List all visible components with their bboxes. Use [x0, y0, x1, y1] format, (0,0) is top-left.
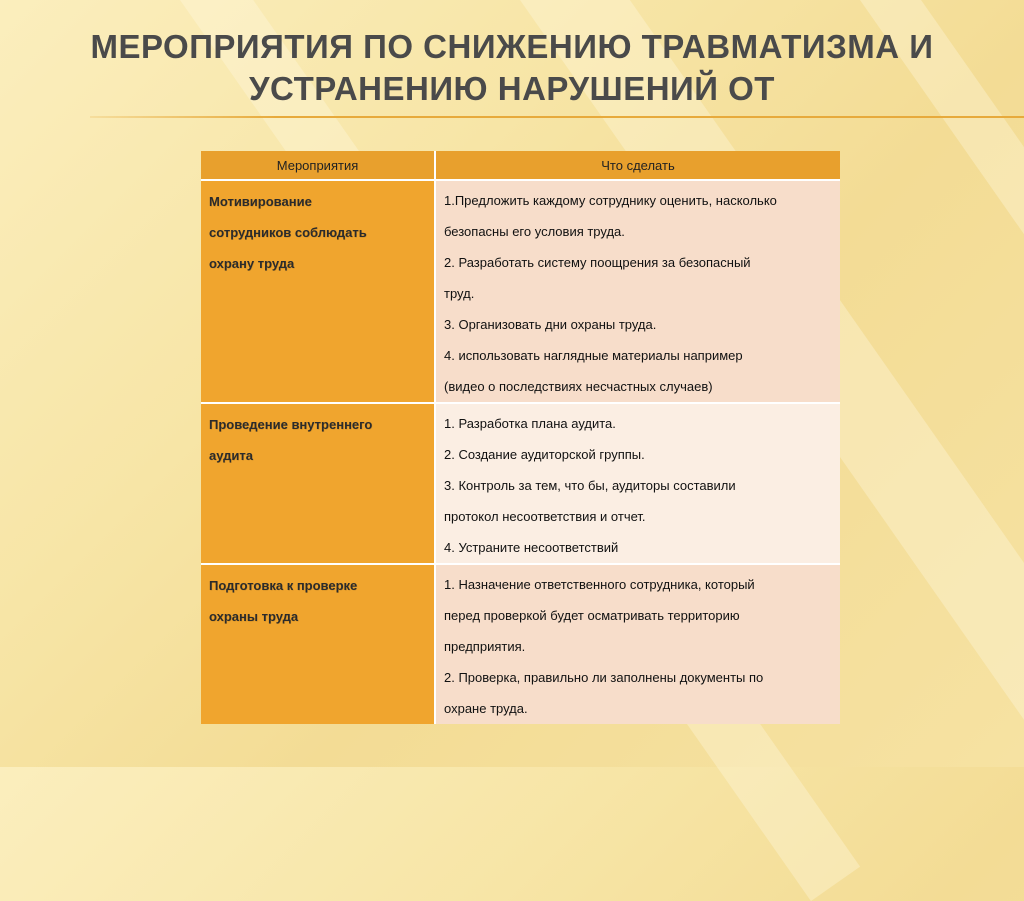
measure-text: Подготовка к проверке	[209, 578, 358, 593]
table-header-row	[201, 151, 840, 180]
slide-title-line-1: МЕРОПРИЯТИЯ ПО СНИЖЕНИЮ ТРАВМАТИЗМА И	[90, 28, 934, 65]
action-line: 2. Проверка, правильно ли заполнены документы по	[444, 670, 764, 685]
header-measures: Мероприятия	[201, 151, 435, 180]
action-line: 1. Назначение ответственного сотрудника, который	[444, 577, 755, 592]
measure-text: Мотивирование	[209, 194, 312, 209]
action-line: предприятия.	[444, 639, 526, 654]
action-line: 4. Устраните несоответствий	[444, 540, 619, 555]
table-row	[201, 564, 840, 724]
actions-cell	[435, 403, 840, 564]
slide-title	[80, 26, 944, 110]
action-line: 1. Разработка плана аудита.	[444, 416, 616, 431]
action-line: 4. использовать наглядные материалы например	[444, 348, 743, 363]
measure-cell	[201, 403, 435, 564]
action-line: 1.Предложить каждому сотруднику оценить, насколько	[444, 193, 777, 208]
title-divider	[90, 116, 1024, 118]
measures-table	[201, 151, 840, 724]
action-line: безопасны его условия труда.	[444, 224, 625, 239]
header-what-to-do: Что сделать	[435, 151, 840, 180]
measure-text: охраны труда	[209, 609, 299, 624]
measure-text: аудита	[209, 448, 253, 463]
slide-title-line-2: УСТРАНЕНИЮ НАРУШЕНИЙ ОТ	[249, 70, 775, 107]
measure-text: охрану труда	[209, 256, 295, 271]
actions-cell	[435, 564, 840, 724]
measure-cell	[201, 564, 435, 724]
measure-text: сотрудников соблюдать	[209, 225, 367, 240]
measure-cell	[201, 180, 435, 403]
action-line: 3. Контроль за тем, что бы, аудиторы составили	[444, 478, 736, 493]
action-line: перед проверкой будет осматривать территорию	[444, 608, 740, 623]
action-line: протокол несоответствия и отчет.	[444, 509, 646, 524]
action-line: (видео о последствиях несчастных случаев)	[444, 379, 713, 394]
actions-cell	[435, 180, 840, 403]
table-row	[201, 403, 840, 564]
action-line: 2. Разработать систему поощрения за безопасный	[444, 255, 751, 270]
action-line: 3. Организовать дни охраны труда.	[444, 317, 657, 332]
measure-text: Проведение внутреннего	[209, 417, 373, 432]
action-line: 2. Создание аудиторской группы.	[444, 447, 645, 462]
action-line: охране труда.	[444, 701, 528, 716]
action-line: труд.	[444, 286, 475, 301]
table-row	[201, 180, 840, 403]
